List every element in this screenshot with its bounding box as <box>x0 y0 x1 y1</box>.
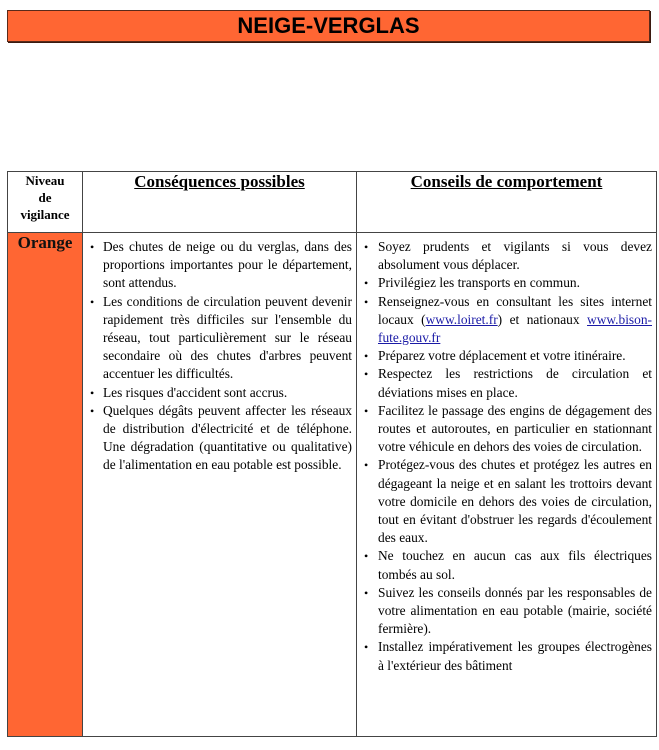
level-label: Orange <box>17 233 73 252</box>
bullet-icon: • <box>90 385 95 400</box>
list-item-text: Les risques d'accident sont accrus. <box>103 384 288 400</box>
page-title: NEIGE-VERGLAS <box>237 13 420 38</box>
bullet-icon: • <box>90 294 95 309</box>
list-item <box>363 347 652 365</box>
bullet-icon: • <box>364 367 369 382</box>
list-item <box>363 584 652 639</box>
advice-list <box>357 233 656 675</box>
list-item-text: Les conditions de circulation peuvent devenir rapidement très difficiles sur l'ensemble du réseau, tout particulièrement sur le réseau secondaire où des chutes d'arbres peuvent accentuer les difficultés. <box>103 293 352 382</box>
list-item <box>363 547 652 583</box>
header-level-line: de <box>38 190 52 205</box>
list-item <box>363 365 652 401</box>
bullet-icon: • <box>90 403 95 418</box>
bullet-icon: • <box>364 276 369 291</box>
bullet-icon: • <box>364 240 369 254</box>
list-item-text: ) et nationaux <box>497 311 588 327</box>
list-item-text: Préparez votre déplacement et votre itinéraire. <box>378 348 626 364</box>
list-item-text: Facilitez le passage des engins de dégagement des routes et autoroutes, en particulier en stationnant votre véhicule en dehors des voies de circulation. <box>378 402 652 455</box>
list-item <box>89 402 352 475</box>
list-item <box>363 238 652 274</box>
bullet-icon: • <box>364 294 369 309</box>
advice-cell <box>357 233 657 737</box>
list-item-text: Soyez prudents et vigilants si vous devez absolument vous déplacer. <box>378 239 652 273</box>
level-cell <box>8 233 83 737</box>
list-item <box>363 638 652 674</box>
list-item <box>89 293 352 384</box>
list-item-text: Ne touchez en aucun cas aux fils électriques tombés au sol. <box>378 548 652 582</box>
list-item <box>363 402 652 457</box>
header-level-line: vigilance <box>20 207 70 222</box>
link-loiret[interactable]: www.loiret.fr <box>425 311 498 327</box>
bullet-icon: • <box>364 458 369 473</box>
list-item <box>363 274 652 292</box>
header-advice: Conseils de comportement <box>357 172 657 233</box>
bullet-icon: • <box>364 640 369 655</box>
header-level <box>8 172 83 233</box>
list-item-text: Suivez les conseils donnés par les responsables de votre alimentation en eau potable (mairie, société fermière). <box>378 584 652 637</box>
consequences-cell <box>83 233 357 737</box>
header-consequences: Conséquences possibles <box>83 172 357 233</box>
list-item <box>363 456 652 547</box>
list-item <box>89 238 352 293</box>
link-bison-fute[interactable]: www.bison-fute.gouv.fr <box>378 311 652 346</box>
list-item <box>363 293 652 348</box>
bullet-icon: • <box>364 585 369 600</box>
list-item-text: Installez impérativement les groupes électrogènes à l'extérieur des bâtiment <box>378 639 652 673</box>
consequences-list <box>83 233 356 475</box>
list-item-text: Protégez-vous des chutes et protégez les autres en dégageant la neige et en salant les trottoirs devant votre domicile en dehors des voies de circulation, tout en évitant d'obstruer les regards d'écoulement des eaux. <box>378 457 652 546</box>
list-item-text: Privilégiez les transports en commun. <box>378 275 580 291</box>
bullet-icon: • <box>364 349 369 364</box>
list-item-text: Respectez les restrictions de circulation et déviations mises en place. <box>378 366 652 400</box>
table-row <box>8 233 657 737</box>
title-banner <box>7 10 650 42</box>
bullet-icon: • <box>364 403 369 418</box>
bullet-icon: • <box>90 240 95 254</box>
list-item <box>89 384 352 402</box>
list-item-text: Des chutes de neige ou du verglas, dans des proportions importantes pour le département, sont attendus. <box>103 239 352 291</box>
header-row <box>8 172 657 233</box>
vigilance-table <box>7 171 657 737</box>
header-level-line: Niveau <box>25 173 65 188</box>
list-item-text: Renseignez-vous en consultant les sites internet locaux ( <box>378 293 652 327</box>
bullet-icon: • <box>364 549 369 564</box>
list-item-text: Quelques dégâts peuvent affecter les réseaux de distribution d'électricité et de téléphone. Une dégradation (quantitative ou qualitative) de l'alimentation en eau potable est possible. <box>103 402 352 473</box>
